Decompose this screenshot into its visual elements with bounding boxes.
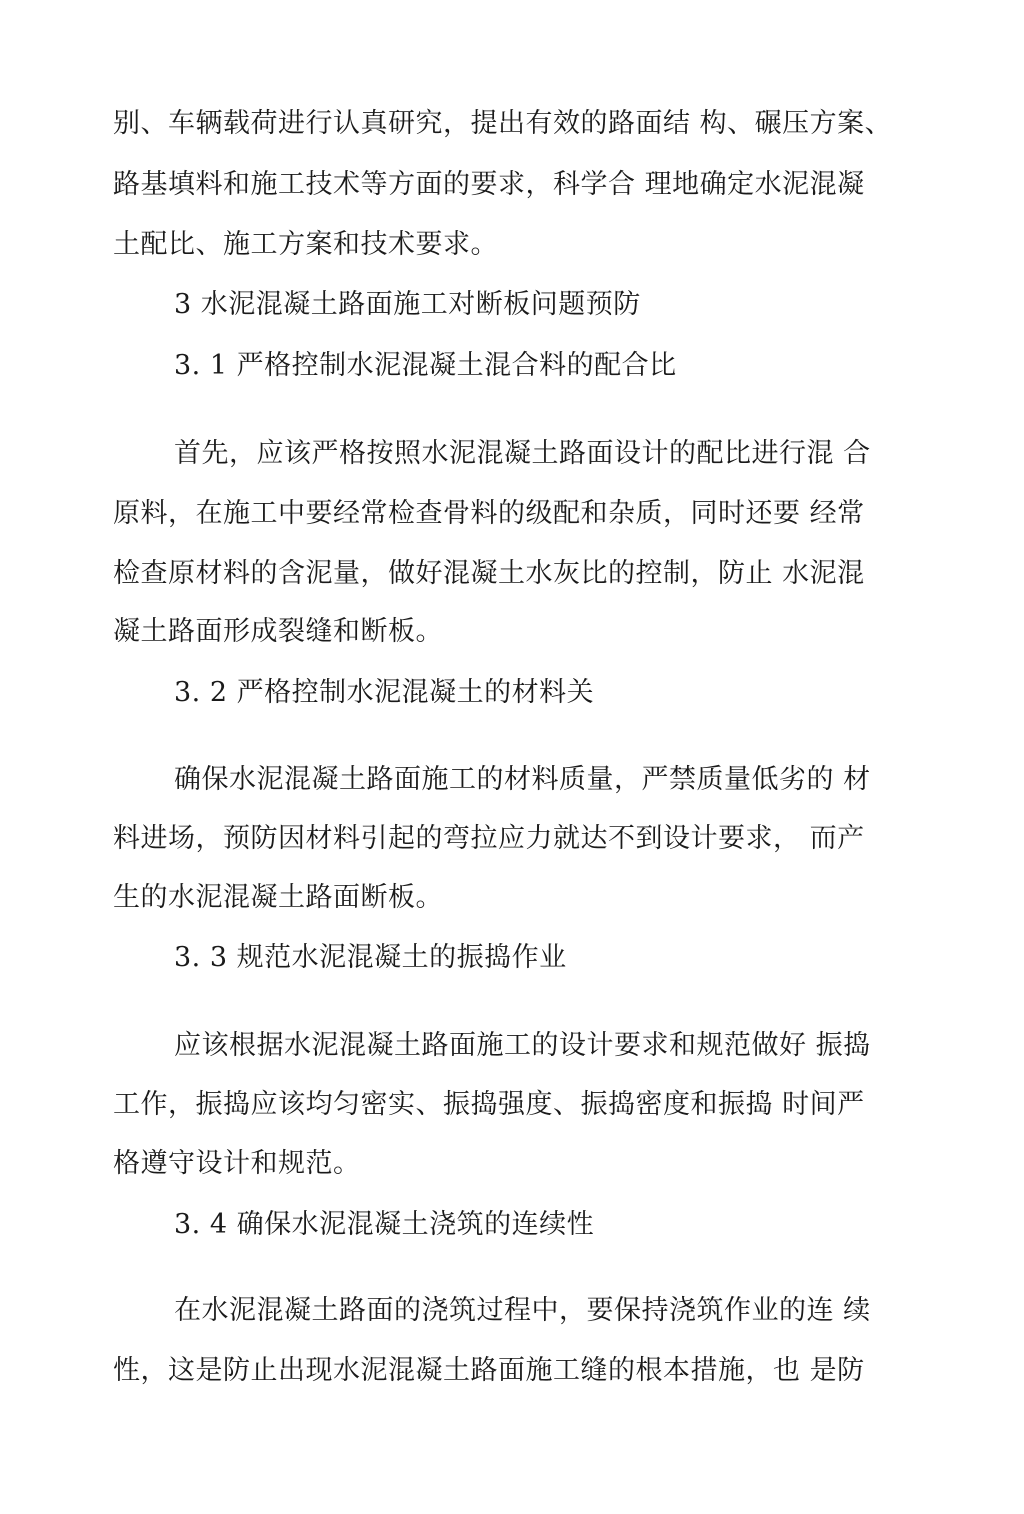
subsection-heading: 3. 3 规范水泥混凝土的振捣作业 [174, 942, 567, 973]
paragraph-line: 料进场，预防因材料引起的弯拉应力就达不到设计要求， 而产 [113, 823, 865, 854]
paragraph-line: 工作，振捣应该均匀密实、振捣强度、振捣密度和振捣 时间严 [113, 1089, 865, 1120]
subsection-heading: 3. 1 严格控制水泥混凝土混合料的配合比 [174, 350, 677, 381]
paragraph-line: 在水泥混凝土路面的浇筑过程中，要保持浇筑作业的连 续 [174, 1295, 871, 1326]
paragraph-line: 生的水泥混凝土路面断板。 [113, 882, 443, 913]
paragraph-line: 路基填料和施工技术等方面的要求，科学合 理地确定水泥混凝 [113, 169, 865, 200]
paragraph-line: 应该根据水泥混凝土路面施工的设计要求和规范做好 振捣 [174, 1030, 871, 1061]
paragraph-line: 确保水泥混凝土路面施工的材料质量，严禁质量低劣的 材 [174, 764, 871, 795]
paragraph-line: 凝土路面形成裂缝和断板。 [113, 616, 443, 647]
paragraph-line: 检查原材料的含泥量，做好混凝土水灰比的控制，防止 水泥混 [113, 558, 865, 589]
subsection-heading: 3. 4 确保水泥混凝土浇筑的连续性 [174, 1209, 595, 1240]
paragraph-line: 格遵守设计和规范。 [113, 1148, 361, 1179]
section-heading: 3 水泥混凝土路面施工对断板问题预防 [174, 289, 641, 320]
paragraph-line: 原料，在施工中要经常检查骨料的级配和杂质，同时还要 经常 [113, 498, 865, 529]
paragraph-line: 性，这是防止出现水泥混凝土路面施工缝的根本措施，也 是防 [113, 1355, 865, 1386]
subsection-heading: 3. 2 严格控制水泥混凝土的材料关 [174, 677, 595, 708]
paragraph-line: 土配比、施工方案和技术要求。 [113, 229, 498, 260]
paragraph-line: 首先，应该严格按照水泥混凝土路面设计的配比进行混 合 [174, 438, 871, 469]
paragraph-line: 别、车辆载荷进行认真研究，提出有效的路面结 构、碾压方案、 [113, 108, 893, 139]
